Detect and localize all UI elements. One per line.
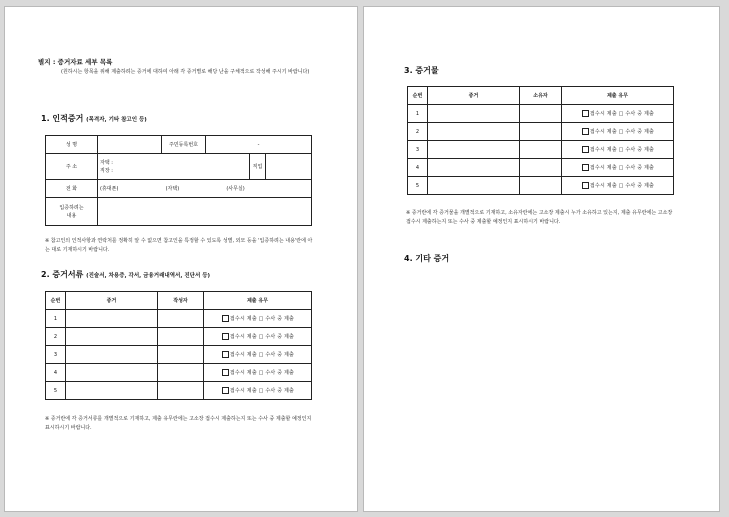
items-evidence-cell[interactable] bbox=[428, 105, 520, 123]
section2-footnote: ※ 증거란에 각 증거서류를 개별적으로 기재하고, 제출 유무란에는 고소장 접수시 제출하는지 또는 수사 중 제출할 예정인지 표시하시기 바랍니다. bbox=[45, 416, 312, 431]
checkbox-icon[interactable] bbox=[582, 110, 589, 117]
table-row bbox=[408, 177, 674, 195]
items-evidence-cell[interactable] bbox=[428, 159, 520, 177]
resident-no-field[interactable] bbox=[206, 136, 312, 154]
items-status-text: 접수시 제출 □ 수사 중 제출 bbox=[589, 111, 655, 117]
name-field[interactable] bbox=[98, 136, 162, 154]
docs-author-cell[interactable] bbox=[158, 310, 204, 328]
facts-label-line2: 내용 bbox=[66, 212, 77, 219]
section4-heading bbox=[404, 253, 449, 264]
docs-author-cell[interactable] bbox=[158, 328, 204, 346]
items-status-cell[interactable] bbox=[562, 105, 674, 123]
docs-author-cell[interactable] bbox=[158, 346, 204, 364]
docs-row-no: 5 bbox=[46, 382, 66, 400]
evidence-items-table bbox=[407, 86, 674, 195]
phone-field[interactable] bbox=[98, 180, 312, 198]
docs-row-no: 4 bbox=[46, 364, 66, 382]
docs-status-cell[interactable] bbox=[204, 346, 312, 364]
job-field[interactable] bbox=[266, 154, 312, 180]
docs-evidence-cell[interactable] bbox=[66, 328, 158, 346]
items-row-no: 1 bbox=[408, 105, 428, 123]
section2-subtitle: (진술서, 차용증, 각서, 금융거래내역서, 진단서 등) bbox=[86, 273, 211, 279]
items-status-text: 접수시 제출 □ 수사 중 제출 bbox=[589, 183, 655, 189]
facts-label-line1: 입증하려는 bbox=[59, 204, 84, 211]
items-status-cell[interactable] bbox=[562, 159, 674, 177]
items-header-owner: 소유자 bbox=[520, 87, 562, 105]
items-evidence-cell[interactable] bbox=[428, 141, 520, 159]
docs-header-no: 순번 bbox=[46, 292, 66, 310]
section1-heading bbox=[41, 113, 147, 124]
name-label: 성 명 bbox=[46, 136, 98, 154]
docs-status-text: 접수시 제출 □ 수사 중 제출 bbox=[229, 352, 295, 358]
checkbox-icon[interactable] bbox=[582, 146, 589, 153]
facts-label bbox=[46, 198, 98, 226]
items-status-text: 접수시 제출 □ 수사 중 제출 bbox=[589, 129, 655, 135]
table-row bbox=[46, 328, 312, 346]
checkbox-icon[interactable] bbox=[222, 333, 229, 340]
section3-title: 3. 증거물 bbox=[404, 66, 439, 75]
section1-footnote: ※ 참고인의 인적사항과 연락처를 정확히 알 수 없으면 참고인을 특정할 수 있도록 성별, 외모 등을 '입증하려는 내용'란에 아는 대로 기재하시기 바랍니다. bbox=[45, 238, 313, 253]
facts-field[interactable] bbox=[98, 198, 312, 226]
items-row-no: 3 bbox=[408, 141, 428, 159]
section1-title: 1. 인적증거 bbox=[41, 114, 84, 123]
items-evidence-cell[interactable] bbox=[428, 123, 520, 141]
checkbox-icon[interactable] bbox=[222, 315, 229, 322]
docs-row-no: 2 bbox=[46, 328, 66, 346]
items-status-text: 접수시 제출 □ 수사 중 제출 bbox=[589, 165, 655, 171]
table-row bbox=[408, 123, 674, 141]
docs-author-cell[interactable] bbox=[158, 364, 204, 382]
docs-status-text: 접수시 제출 □ 수사 중 제출 bbox=[229, 316, 295, 322]
docs-evidence-cell[interactable] bbox=[66, 310, 158, 328]
items-owner-cell[interactable] bbox=[520, 141, 562, 159]
items-header-status: 제출 유무 bbox=[562, 87, 674, 105]
job-label: 직업 bbox=[250, 154, 266, 180]
docs-header-author: 작성자 bbox=[158, 292, 204, 310]
annex-title: 별지 : 증거자료 세부 목록 bbox=[38, 58, 113, 66]
section2-title: 2. 증거서류 bbox=[41, 270, 84, 279]
docs-header-evidence: 증거 bbox=[66, 292, 158, 310]
checkbox-icon[interactable] bbox=[582, 128, 589, 135]
items-header-no: 순번 bbox=[408, 87, 428, 105]
phone-home-label: (자택) bbox=[165, 186, 180, 192]
docs-status-cell[interactable] bbox=[204, 310, 312, 328]
document-page-left bbox=[4, 6, 358, 512]
docs-evidence-cell[interactable] bbox=[66, 364, 158, 382]
docs-status-cell[interactable] bbox=[204, 382, 312, 400]
address-home-label: 자택 : bbox=[100, 159, 113, 166]
section2-heading bbox=[41, 269, 210, 280]
docs-status-cell[interactable] bbox=[204, 328, 312, 346]
items-owner-cell[interactable] bbox=[520, 159, 562, 177]
checkbox-icon[interactable] bbox=[222, 351, 229, 358]
annex-note: (원하시는 항목을 위해 제출하려는 증거에 대하여 아래 각 증거별로 해당 난을 구체적으로 작성해 주시기 바랍니다) bbox=[61, 69, 310, 75]
items-status-text: 접수시 제출 □ 수사 중 제출 bbox=[589, 147, 655, 153]
section3-heading bbox=[404, 65, 439, 76]
resident-no-label: 주민등록번호 bbox=[162, 136, 206, 154]
items-status-cell[interactable] bbox=[562, 123, 674, 141]
address-label: 주 소 bbox=[46, 154, 98, 180]
checkbox-icon[interactable] bbox=[582, 182, 589, 189]
witness-table bbox=[45, 135, 312, 226]
table-row bbox=[46, 346, 312, 364]
items-header-evidence: 증거 bbox=[428, 87, 520, 105]
items-status-cell[interactable] bbox=[562, 141, 674, 159]
phone-mobile-label: (휴대폰) bbox=[100, 186, 119, 192]
table-row bbox=[408, 159, 674, 177]
docs-evidence-cell[interactable] bbox=[66, 382, 158, 400]
section3-footnote: ※ 증거란에 각 증거물을 개별적으로 기재하고, 소유자란에는 고소장 제출시 누가 소유하고 있는지, 제출 유무란에는 고소장 접수시 제출하는지 또는 수사 중 제출할 예정인지 표시하시기 바랍니다. bbox=[406, 210, 673, 225]
docs-evidence-cell[interactable] bbox=[66, 346, 158, 364]
section4-title: 4. 기타 증거 bbox=[404, 254, 450, 263]
docs-row-no: 1 bbox=[46, 310, 66, 328]
items-row-no: 2 bbox=[408, 123, 428, 141]
docs-status-text: 접수시 제출 □ 수사 중 제출 bbox=[229, 334, 295, 340]
resident-no-dash: - bbox=[257, 141, 260, 148]
table-row bbox=[46, 364, 312, 382]
docs-author-cell[interactable] bbox=[158, 382, 204, 400]
checkbox-icon[interactable] bbox=[222, 387, 229, 394]
docs-header-status: 제출 유무 bbox=[204, 292, 312, 310]
checkbox-icon[interactable] bbox=[222, 369, 229, 376]
document-page-right bbox=[363, 6, 720, 512]
items-owner-cell[interactable] bbox=[520, 123, 562, 141]
checkbox-icon[interactable] bbox=[582, 164, 589, 171]
address-field[interactable] bbox=[98, 154, 250, 180]
items-owner-cell[interactable] bbox=[520, 177, 562, 195]
docs-status-text: 접수시 제출 □ 수사 중 제출 bbox=[229, 370, 295, 376]
table-row bbox=[46, 310, 312, 328]
section1-subtitle: (목격자, 기타 참고인 등) bbox=[86, 117, 147, 123]
table-row bbox=[46, 382, 312, 400]
phone-label: 전 화 bbox=[46, 180, 98, 198]
items-evidence-cell[interactable] bbox=[428, 177, 520, 195]
address-work-label: 직장 : bbox=[100, 167, 113, 174]
table-row bbox=[408, 141, 674, 159]
table-row bbox=[408, 105, 674, 123]
phone-office-label: (사무실) bbox=[226, 186, 245, 192]
items-status-cell[interactable] bbox=[562, 177, 674, 195]
docs-status-cell[interactable] bbox=[204, 364, 312, 382]
docs-row-no: 3 bbox=[46, 346, 66, 364]
docs-status-text: 접수시 제출 □ 수사 중 제출 bbox=[229, 388, 295, 394]
items-row-no: 5 bbox=[408, 177, 428, 195]
evidence-docs-table bbox=[45, 291, 312, 400]
items-row-no: 4 bbox=[408, 159, 428, 177]
items-owner-cell[interactable] bbox=[520, 105, 562, 123]
